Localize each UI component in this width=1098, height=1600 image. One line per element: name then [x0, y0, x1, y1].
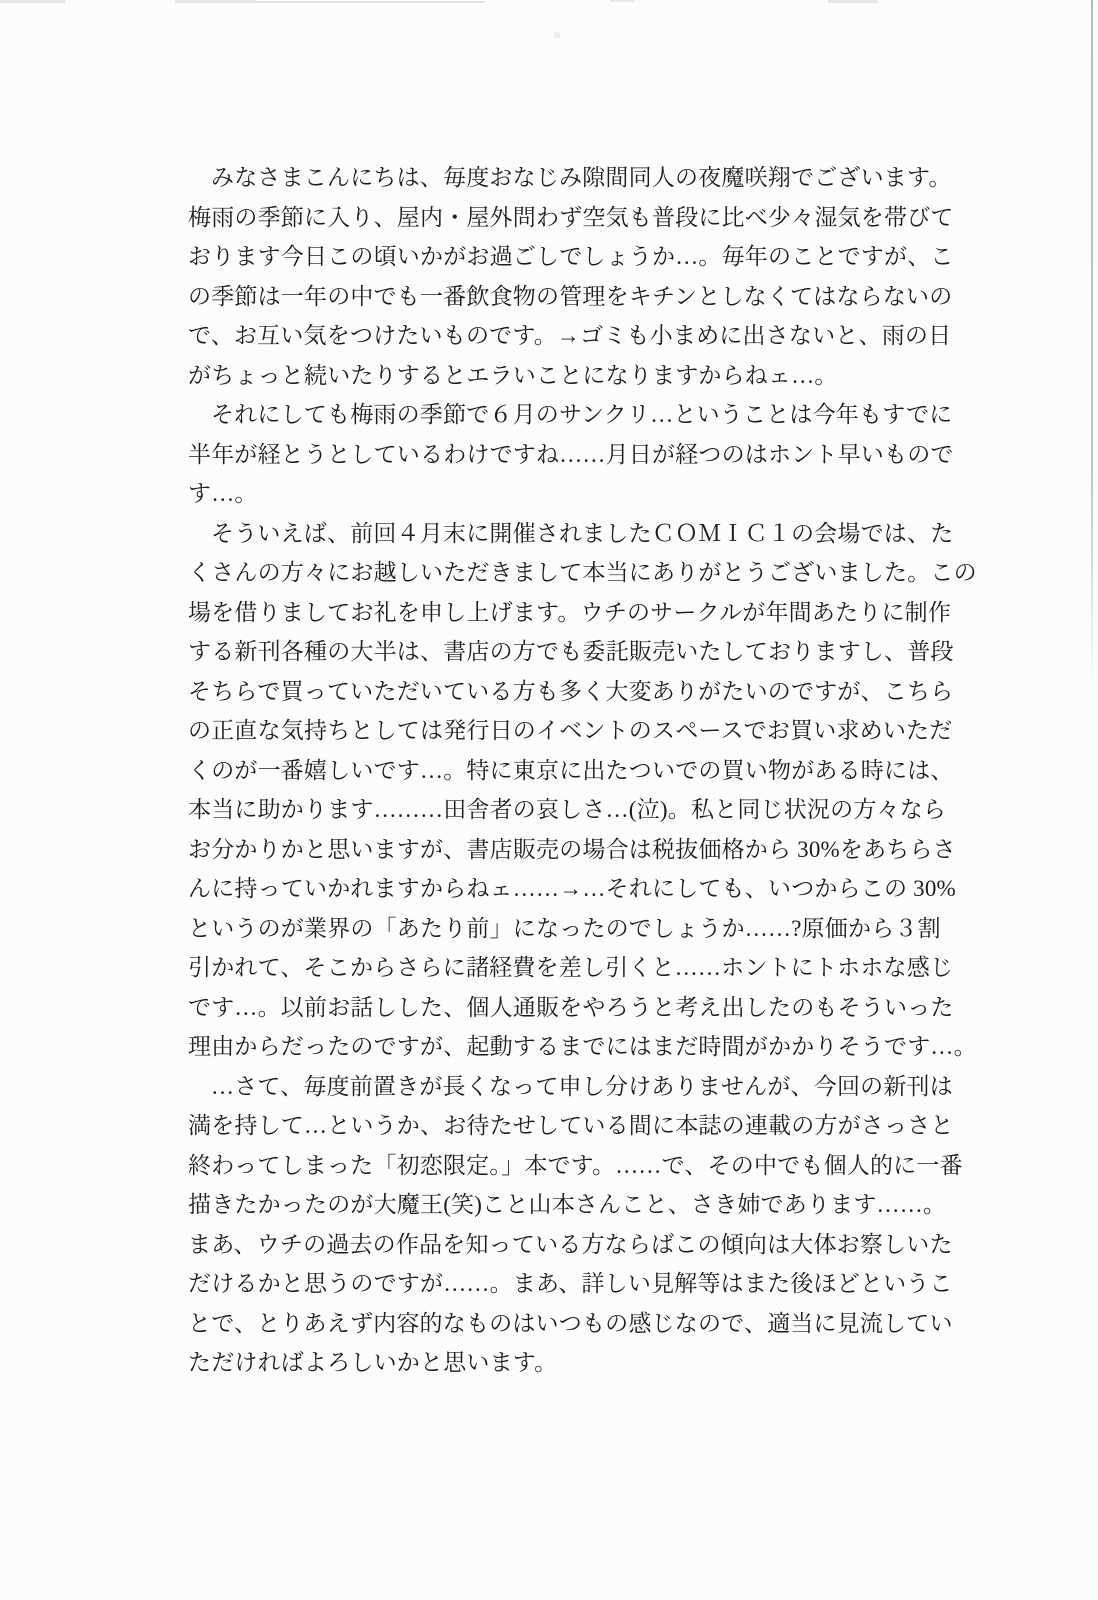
text-line: おります今日この頃いかがお過ごしでしょうか…。毎年のことですが、こ	[188, 244, 954, 269]
text-line: お分かりかと思いますが、書店販売の場合は税抜価格から 30%をあちらさ	[188, 836, 956, 862]
scan-noise-dash	[255, 1, 485, 3]
scan-edge-line	[1091, 0, 1093, 690]
paragraph	[188, 514, 977, 1067]
text-line: それにしても梅雨の季節で６月のサンクリ…ということは今年もすでに	[211, 402, 953, 427]
text-line: まあ、ウチの過去の作品を知っている方ならばこの傾向は大体お察しいた	[188, 1231, 953, 1257]
text-line: だけるかと思うのですが……。まあ、詳しい見解等はまた後ほどというこ	[188, 1271, 953, 1296]
scan-noise-speck	[554, 32, 560, 38]
text-line: 場を借りましてお礼を申し上げます。ウチのサークルが年間あたりに制作	[188, 599, 952, 625]
text-line: がちょっと続いたりするとエラいことになりますからねェ…。	[188, 362, 838, 388]
text-line: んに持っていかれますからねェ……→…それにしても、いつからこの 30%	[188, 876, 956, 901]
text-line: で、お互い気をつけたいものです。→ゴミも小まめに出さないと、雨の日	[188, 323, 952, 348]
scan-noise-dash	[610, 0, 635, 2]
text-line: 引かれて、そこからさらに諸経費を差し引くと……ホントにトホホな感じ	[188, 955, 954, 980]
text-line: というのが業界の「あたり前」になったのでしょうか……?原価から３割	[188, 915, 941, 941]
text-line: する新刊各種の大半は、書店の方でも委託販売いたしておりますし、普段	[188, 639, 954, 664]
text-line: 本当に助かります………田舎者の哀しさ…(泣)。私と同じ状況の方々なら	[188, 797, 947, 822]
text-line: 梅雨の季節に入り、屋内・屋外問わず空気も普段に比べ少々湿気を帯びて	[188, 204, 954, 230]
scan-noise-dash	[175, 0, 255, 3]
text-line: …さて、毎度前置きが長くなって申し分けありませんが、今回の新刊は	[211, 1073, 953, 1099]
scan-noise-dash	[828, 0, 878, 3]
text-line: くのが一番嬉しいです…。特に東京に出たついでの買い物がある時には、	[188, 757, 954, 783]
text-line: そちらで買っていただいている方も多く大変ありがたいのですが、こちら	[188, 678, 954, 704]
text-line: そういえば、前回４月末に開催されましたＣＯＭＩＣ１の会場では、た	[211, 520, 954, 546]
text-line: の季節は一年の中でも一番飲食物の管理をキチンとしなくてはならないの	[188, 283, 953, 309]
text-line: くさんの方々にお越しいただきまして本当にありがとうございました。この	[188, 560, 977, 585]
paragraph	[188, 1067, 963, 1383]
scan-noise-dash	[0, 0, 65, 3]
text-line: 半年が経とうとしているわけですね……月日が経つのはホント早いもので	[188, 441, 954, 467]
text-line: 理由からだったのですが、起動するまでにはまだ時間がかかりそうです…。	[188, 1034, 977, 1059]
text-line: とで、とりあえず内容的なものはいつもの感じなので、適当に見流してい	[188, 1310, 953, 1336]
text-line: ただければよろしいかと思います。	[188, 1350, 558, 1375]
text-line: 満を持して…というか、お待たせしている間に本誌の連載の方がさっさと	[188, 1113, 954, 1138]
text-line: の正直な気持ちとしては発行日のイベントのスペースでお買い求めいただ	[188, 718, 953, 743]
text-line: 描きたかったのが大魔王(笑)こと山本さんこと、さき姉であります……。	[188, 1192, 947, 1217]
text-line: です…。以前お話しした、個人通販をやろうと考え出したのもそういった	[188, 994, 954, 1020]
afterword-text-block	[188, 158, 977, 1383]
paragraph	[188, 395, 954, 514]
paragraph	[188, 158, 954, 395]
text-line: す…。	[188, 481, 258, 506]
text-line: 終わってしまった「初恋限定。」本です。……で、その中でも個人的に一番	[188, 1152, 963, 1178]
text-line: みなさまこんにちは、毎度おなじみ隙間同人の夜魔咲翔でございます。	[211, 165, 952, 190]
